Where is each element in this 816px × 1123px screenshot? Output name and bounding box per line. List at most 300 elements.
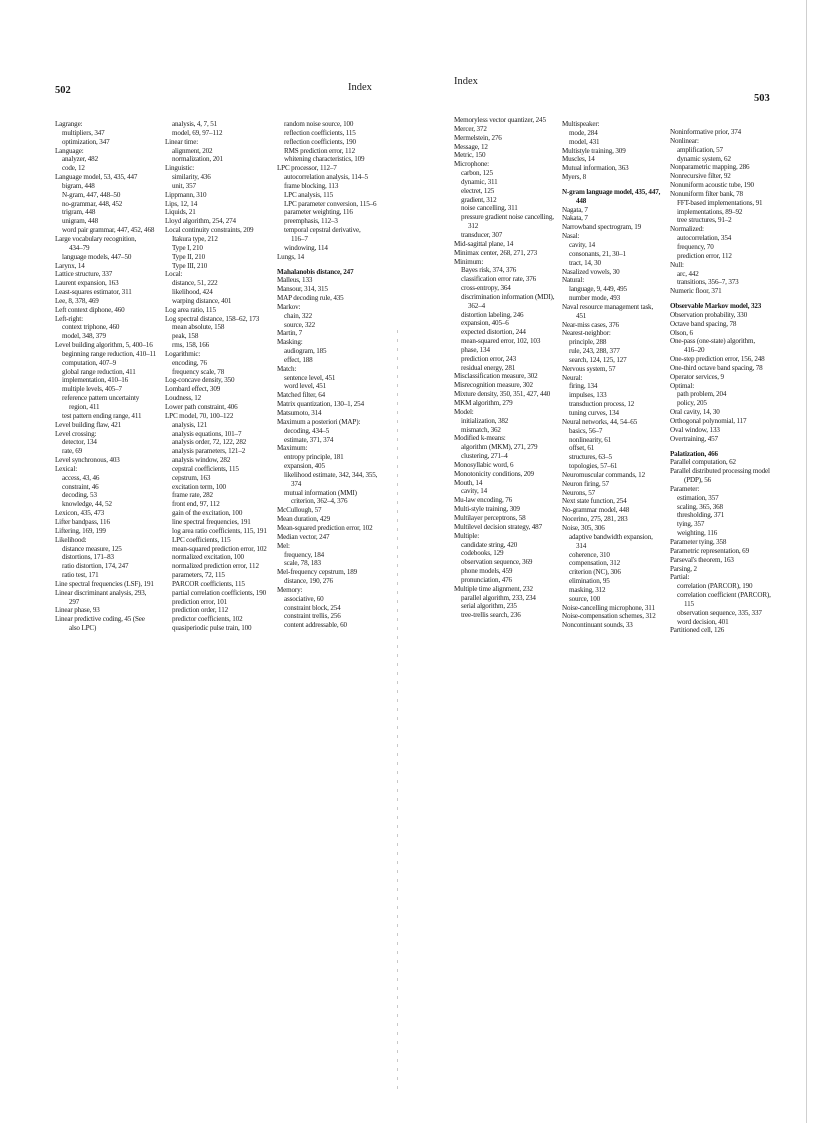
index-subentry: mutual information (MMI) [284,488,357,497]
index-entry: Nonuniform acoustic tube, 190 [670,181,754,190]
index-subentry: model, 431 [569,137,600,146]
index-subentry: amplification, 57 [677,145,723,154]
index-subentry: frequency, 70 [677,242,714,251]
index-subentry: beginning range reduction, 410–11 [62,349,157,358]
index-entry: Malleus, 133 [277,276,313,285]
index-entry: Maximum a posteriori (MAP): [277,417,361,426]
index-entry: Matsumoto, 314 [277,409,322,417]
index-subentry: optimization, 347 [62,137,110,146]
index-entry: Mahalanobis distance, 247 [277,267,354,276]
index-subentry: test pattern ending range, 411 [62,411,142,420]
index-subentry: excitation term, 100 [172,482,226,491]
index-entry: Mansour, 314, 315 [277,285,328,294]
index-subentry: tying, 357 [677,520,705,529]
index-subentry: prediction error, 101 [172,597,228,606]
index-entry: Noncontinuant sounds, 33 [562,621,633,630]
index-entry: Neural networks, 44, 54–65 [562,417,638,426]
index-entry: Misclassification measure, 302 [454,372,538,381]
index-subentry: mean absolute, 158 [172,323,225,332]
index-entry: Log area ratio, 115 [165,305,216,314]
index-subentry: 115 [684,599,694,608]
index-entry: Local: [165,270,183,279]
index-entry: Mean duration, 429 [277,515,331,524]
index-entry: No-grammar model, 448 [562,506,630,515]
index-entry: Parallel distributed processing model [670,467,770,476]
index-subentry: structures, 63–5 [569,453,612,462]
index-subentry: rule, 243, 288, 377 [569,347,620,356]
index-entry: Mel-frequency cepstrum, 189 [277,568,358,577]
index-subentry: log area ratio coefficients, 115, 191 [172,526,267,535]
index-entry: Nasalized vowels, 30 [562,267,620,276]
index-subentry: windowing, 114 [284,243,328,252]
index-entry: Myers, 8 [562,173,587,182]
index-subentry: constraint trellis, 256 [284,612,341,621]
index-entry: Lexical: [55,464,78,473]
index-subentry: offset, 61 [569,444,595,453]
index-subentry: analysis parameters, 121–2 [172,447,246,456]
index-entry: Multistyle training, 309 [562,146,626,155]
index-subentry: phone models, 459 [461,567,513,576]
index-entry: Linear predictive coding, 45 (See [55,615,145,624]
index-entry: Parsing, 2 [670,564,697,573]
index-entry: Normalized: [670,225,704,234]
index-subentry: noise cancelling, 311 [461,204,518,213]
index-subentry: correlation coefficient (PARCOR), [677,591,771,600]
index-entry: Mel: [277,541,290,550]
index-entry: Matched filter, 64 [277,391,326,400]
index-subentry: expected distortion, 244 [461,328,526,337]
index-entry: Lips, 12, 14 [165,199,198,208]
index-subentry: elimination, 95 [569,577,610,586]
index-subentry: discrimination information (MDI), [461,292,555,301]
index-entry: Lexicon, 435, 473 [55,509,105,518]
index-subentry: front end, 97, 112 [172,500,220,509]
index-entry: Log spectral distance, 158–62, 173 [165,314,260,323]
index-entry: Mixture density, 350, 351, 427, 440 [454,390,551,399]
index-subentry: Type III, 210 [172,261,208,270]
index-subentry: estimation, 357 [677,493,719,502]
index-entry: Parseval's theorem, 163 [670,555,734,564]
index-subentry: normalized excitation, 100 [172,553,244,562]
index-entry: Mu-law encoding, 76 [454,496,513,505]
index-subentry: prediction order, 112 [172,606,228,615]
index-entry: Multilayer perceptrons, 58 [454,513,526,522]
index-entry: Noise, 305, 306 [562,523,605,532]
index-subentry: cepstrum, 163 [172,473,211,482]
index-subentry: 451 [576,311,587,320]
index-entry: Lloyd algorithm, 254, 274 [165,217,236,226]
index-subentry: reflection coefficients, 115 [284,128,356,137]
index-entry: Nakata, 7 [562,214,588,223]
index-entry: Multispeaker: [562,120,600,128]
index-subentry: tuning curves, 134 [569,409,619,417]
page-number-right: 503 [754,93,770,104]
index-entry: Nonrecursive filter, 92 [670,172,731,181]
index-subentry: random noise source, 100 [284,120,354,128]
index-subentry: source, 322 [284,320,316,329]
index-subentry: analysis order, 72, 122, 282 [172,438,247,447]
index-entry: Naval resource management task, [562,302,654,311]
index-subentry: electret, 125 [461,186,495,195]
index-subentry: context triphone, 460 [62,323,120,332]
index-subentry: LPC coefficients, 115 [172,535,231,544]
index-subentry: associative, 60 [284,594,324,603]
index-entry: Linear discriminant analysis, 293, [55,588,147,597]
index-subentry: observation sequence, 335, 337 [677,608,762,617]
running-head-left: Index [348,82,372,93]
index-entry: Octave band spacing, 78 [670,319,737,328]
index-subentry: tree structures, 91–2 [677,216,732,225]
index-entry: Lower path constraint, 406 [165,403,238,411]
right-page [440,0,816,1123]
index-entry: Logarithmic: [165,349,201,358]
index-entry: Level synchronous, 403 [55,456,120,465]
index-entry: Observable Markov model, 323 [670,302,762,311]
index-subentry: frame blocking, 113 [284,181,339,190]
index-column [562,120,686,630]
index-entry: Microphone: [454,160,489,169]
index-subentry: dynamic system, 62 [677,154,731,163]
index-subentry: source, 100 [569,594,601,603]
index-subentry: mismatch, 362 [461,425,501,434]
index-subentry: partial correlation coefficients, 190 [172,588,266,597]
index-entry: Lagrange: [55,120,83,128]
index-entry: Parallel computation, 62 [670,458,736,467]
index-subentry: frame rate, 282 [172,491,213,500]
index-subentry: parameters, 72, 115 [172,571,225,580]
index-entry: One-pass (one-state) algorithm, [670,337,755,346]
index-subentry: prediction error, 243 [461,354,517,363]
index-entry: Parameter: [670,484,700,493]
index-subentry: adaptive bandwidth expansion, [569,532,653,541]
index-subentry: reflection coefficients, 190 [284,137,356,146]
index-subentry: LPC analysis, 115 [284,190,334,199]
index-entry: Mouth, 14 [454,478,483,487]
gutter-divider [397,330,398,1090]
index-subentry: global range reduction, 411 [62,367,136,376]
index-entry: Linear phase, 93 [55,606,100,615]
index-subentry: number mode, 493 [569,294,620,303]
index-subentry: coherence, 310 [569,550,610,559]
index-subentry: criterion, 362–4, 376 [291,497,348,506]
index-subentry: FFT-based implementations, 91 [677,198,763,207]
index-subentry: Type I, 210 [172,243,203,252]
index-column [277,120,401,630]
index-entry: Median vector, 247 [277,532,330,541]
index-subentry: Bayes risk, 374, 376 [461,266,517,275]
index-subentry: parameter weighting, 116 [284,208,353,217]
index-subentry: expansion, 405–6 [461,319,509,328]
index-entry: LPC processor, 112–7 [277,164,337,173]
index-subentry: 416–20 [684,346,705,355]
index-subentry: dynamic, 311 [461,177,498,186]
index-subentry: initialization, 382 [461,416,509,425]
index-subentry: LPC parameter conversion, 115–6 [284,199,377,208]
index-subentry: firing, 134 [569,382,598,391]
index-subentry: 374 [291,479,302,488]
index-entry: Least-squares estimator, 311 [55,288,132,297]
index-entry: Level building flaw, 421 [55,420,122,429]
index-subentry: nonlinearity, 61 [569,435,612,444]
index-entry: Lattice structure, 337 [55,270,113,279]
index-subentry: predictor coefficients, 102 [172,615,243,624]
index-subentry: distortion labeling, 246 [461,310,524,319]
index-entry: Near-miss cases, 376 [562,320,619,329]
index-subentry: no-grammar, 448, 452 [62,199,123,208]
index-subentry: multipliers, 347 [62,128,105,137]
index-entry: Multi-style training, 309 [454,505,520,514]
index-subentry: distortions, 171–83 [62,553,114,562]
index-subentry: preemphasis, 112–3 [284,217,338,226]
index-entry: Modified k-means: [454,434,506,443]
index-entry: Loudness, 12 [165,394,202,403]
index-subentry: analysis window, 282 [172,456,231,465]
index-entry: Memory: [277,585,303,594]
index-subentry: bigram, 448 [62,181,95,190]
index-subentry: sentence level, 451 [284,373,336,382]
index-subentry: 314 [576,541,587,550]
index-entry: Partitioned cell, 126 [670,626,725,635]
index-subentry: cepstral coefficients, 115 [172,464,239,473]
index-entry: Parametric representation, 69 [670,546,749,555]
index-subentry: Type II, 210 [172,252,205,261]
index-entry: Mermelstein, 276 [454,133,502,142]
index-subentry: 448 [576,196,587,205]
index-subentry: principle, 288 [569,338,607,347]
index-subentry: criterion (NC), 306 [569,568,621,577]
index-subentry: gain of the excitation, 100 [172,509,243,518]
index-entry: Nervous system, 57 [562,364,616,373]
index-entry: Likelihood: [55,535,87,544]
index-subentry: constraint block, 254 [284,603,341,612]
index-subentry: ratio test, 171 [62,571,99,580]
index-subentry: Itakura type, 212 [172,234,218,243]
index-entry: Mean-squared prediction error, 102 [277,523,373,532]
index-entry: Neuromuscular commands, 12 [562,470,645,479]
index-entry: One-step prediction error, 156, 248 [670,355,765,364]
index-entry: Palatization, 466 [670,449,718,458]
index-entry: Martin, 7 [277,329,303,338]
index-subentry: access, 43, 46 [62,473,100,482]
index-subentry: autocorrelation analysis, 114–5 [284,173,368,182]
index-subentry: serial algorithm, 235 [461,602,517,611]
index-subentry: peak, 158 [172,332,199,341]
index-entry: Optimal: [670,381,695,390]
index-entry: Orthogonal polynomial, 117 [670,417,747,425]
index-entry: Maximum: [277,444,308,453]
index-entry: Left-right: [55,314,83,323]
index-entry: Multilevel decision strategy, 487 [454,522,542,531]
index-entry: Neural: [562,373,583,382]
index-entry: Language model, 53, 435, 447 [55,173,138,182]
index-subentry: also LPC) [69,624,97,633]
index-subentry: PARCOR coefficients, 115 [172,579,245,588]
index-entry: Lifter bandpass, 116 [55,517,110,526]
page-number-left: 502 [55,85,71,96]
index-subentry: ratio distortion, 174, 247 [62,562,129,571]
index-subentry: trigram, 448 [62,208,96,217]
index-subentry: decoding, 434–5 [284,426,330,435]
index-entry: Noise-cancelling microphone, 311 [562,603,655,612]
index-subentry: scale, 78, 183 [284,559,321,568]
index-subentry: 297 [69,597,80,606]
index-subentry: code, 12 [62,164,85,173]
index-entry: Mid-sagittal plane, 14 [454,239,514,248]
index-entry: Large vocabulary recognition, [55,234,137,243]
index-column [454,116,578,620]
index-entry: Liquids, 21 [165,208,196,217]
index-entry: Muscles, 14 [562,155,595,164]
index-subentry: rms, 158, 166 [172,341,210,350]
index-subentry: constraint, 46 [62,482,99,491]
running-head-right: Index [454,76,478,87]
index-entry: Numeric floor, 371 [670,287,722,296]
index-entry: Overtraining, 457 [670,434,718,443]
index-subentry: distance, 190, 276 [284,577,333,586]
index-subentry: mean-squared prediction error, 102 [172,544,267,553]
index-subentry: detector, 134 [62,438,97,447]
index-subentry: knowledge, 44, 52 [62,500,112,509]
index-subentry: policy, 205 [677,399,707,408]
index-entry: Nonlinear: [670,136,699,145]
index-subentry: encoding, 76 [172,358,207,367]
index-entry: Monosyllabic word, 6 [454,460,514,469]
index-subentry: analysis equations, 101–7 [172,429,242,438]
index-entry: Misrecognition measure, 302 [454,381,533,390]
index-subentry: N-gram, 447, 448–50 [62,190,121,199]
index-subentry: scaling, 365, 368 [677,502,723,511]
index-entry: Mercer, 372 [454,124,487,133]
index-entry: Memoryless vector quantizer, 245 [454,116,546,124]
index-subentry: computation, 407–9 [62,358,117,367]
index-entry: Nearest-neighbor: [562,329,611,338]
index-subentry: frequency, 184 [284,550,324,559]
index-entry: Lombard effect, 309 [165,385,221,394]
index-subentry: 312 [468,222,479,231]
index-subentry: quasiperiodic pulse train, 100 [172,624,252,633]
index-subentry: pronunciation, 476 [461,575,512,584]
index-subentry: language, 9, 449, 495 [569,285,627,294]
index-entry: MAP decoding rule, 435 [277,294,344,303]
index-subentry: compensation, 312 [569,559,621,568]
index-entry: Nasal: [562,232,580,241]
index-subentry: warping distance, 401 [172,296,232,305]
index-entry: Language: [55,146,84,155]
index-subentry: tract, 14, 30 [569,258,601,267]
index-subentry: language models, 447–50 [62,252,132,261]
index-column [165,120,289,633]
index-subentry: pressure gradient noise cancelling, [461,213,554,222]
index-entry: Noninformative prior, 374 [670,128,742,136]
index-subentry: observation sequence, 369 [461,558,533,567]
index-entry: Operator services, 9 [670,372,724,381]
index-subentry: word level, 451 [284,382,327,391]
index-entry: Nagata, 7 [562,205,588,214]
index-subentry: likelihood, 424 [172,288,213,297]
index-subentry: implementation, 410–16 [62,376,129,385]
index-subentry: line spectral frequencies, 191 [172,517,251,526]
index-subentry: analyzer, 482 [62,155,98,164]
index-entry: Minimax center, 268, 271, 273 [454,248,538,257]
index-subentry: normalized prediction error, 112 [172,562,259,571]
index-entry: Masking: [277,338,303,347]
index-entry: Level building algorithm, 5, 400–16 [55,341,153,350]
index-subentry: whitening characteristics, 109 [284,155,365,164]
index-subentry: word pair grammar, 447, 452, 468 [62,226,155,235]
index-subentry: search, 124, 125, 127 [569,355,627,364]
index-entry: Oral cavity, 14, 30 [670,408,720,417]
index-subentry: correlation (PARCOR), 190 [677,582,753,591]
index-subentry: topologies, 57–61 [569,462,618,471]
index-subentry: cavity, 14 [461,487,488,496]
index-column [670,128,794,635]
index-subentry: gradient, 312 [461,195,497,204]
index-entry: Laurent expansion, 163 [55,279,119,288]
index-subentry: similarity, 436 [172,173,211,182]
index-subentry: likelihood estimate, 342, 344, 355, [284,470,378,479]
index-subentry: algorithm (MKM), 271, 279 [461,443,538,452]
index-subentry: model, 348, 379 [62,332,106,341]
index-entry: Model: [454,407,474,416]
index-subentry: clustering, 271–4 [461,452,508,461]
index-subentry: multiple levels, 405–7 [62,385,122,394]
index-subentry: audiogram, 185 [284,347,327,356]
index-subentry: implementations, 89–92 [677,207,743,216]
index-subentry: codebooks, 129 [461,549,504,558]
index-subentry: prediction error, 112 [677,251,732,260]
index-entry: Linear time: [165,137,199,146]
index-subentry: (PDP), 56 [684,476,712,485]
index-entry: Local continuity constraints, 209 [165,226,254,235]
index-subentry: transitions, 356–7, 373 [677,278,739,287]
index-entry: Olson, 6 [670,328,693,337]
index-subentry: alignment, 202 [172,146,213,155]
index-entry: Neurons, 57 [562,488,596,497]
index-subentry: phase, 134 [461,345,490,354]
index-entry: MKM algorithm, 279 [454,399,513,407]
index-entry: McCullough, 57 [277,506,322,515]
index-entry: Larynx, 14 [55,261,85,270]
index-subentry: autocorrelation, 354 [677,234,732,243]
index-entry: Noise-compensation schemes, 312 [562,612,656,621]
index-subentry: unigram, 448 [62,217,99,226]
index-entry: Parameter tying, 358 [670,537,727,546]
index-subentry: effect, 188 [284,355,313,364]
index-subentry: expansion, 405 [284,462,325,471]
index-entry: Null: [670,260,684,269]
index-subentry: thresholding, 371 [677,511,725,520]
index-entry: Lee, 8, 378, 469 [55,296,99,305]
index-subentry: unit, 357 [172,181,196,190]
index-subentry: 362–4 [468,301,485,310]
index-entry: N-gram language model, 435, 447, [562,187,661,196]
index-entry: Observation probability, 330 [670,310,748,319]
index-entry: Nonuniform filter bank, 78 [670,189,743,198]
index-subentry: frequency scale, 78 [172,367,225,376]
index-entry: Lungs, 14 [277,252,305,261]
index-subentry: model, 69, 97–112 [172,128,223,137]
index-subentry: analysis, 121 [172,420,208,429]
index-entry: Narrowband spectrogram, 19 [562,223,642,232]
index-entry: Multiple: [454,531,480,540]
index-subentry: candidate string, 420 [461,540,518,549]
index-subentry: residual energy, 281 [461,363,516,372]
index-subentry: masking, 312 [569,585,606,594]
index-entry: Log-concave density, 350 [165,376,235,385]
index-subentry: decoding, 53 [62,491,97,500]
index-entry: Nocerino, 275, 281, 283 [562,515,628,524]
index-entry: Neuron firing, 57 [562,479,609,488]
